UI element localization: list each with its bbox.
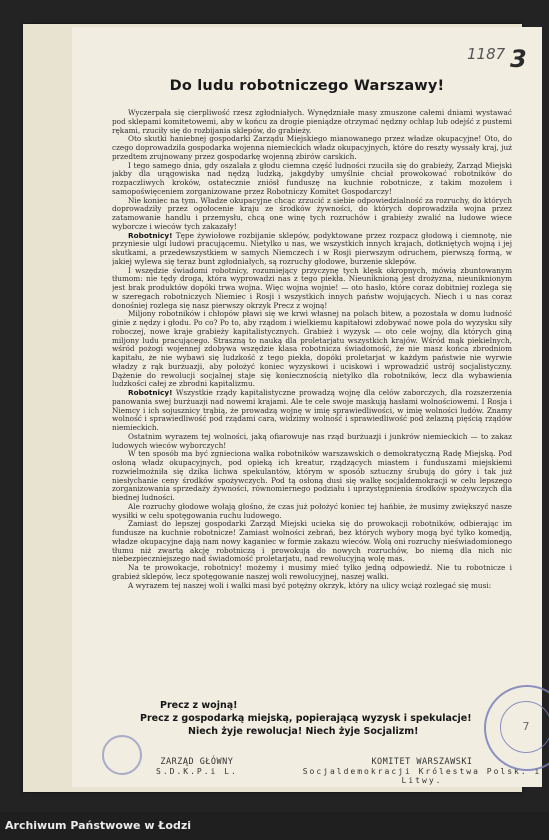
body-paragraph	[112, 389, 512, 433]
signature-right-line2: Socjaldemokracji Królestwa Polsk. i Litwy.	[302, 767, 542, 785]
paragraph-text: Ostatnim wyrazem tej wolności, jaką ofiarowuje nas rząd burżuazji i junkrów niemieckich — to zakaz ludowych wieców wyborczych!	[112, 431, 512, 450]
body-paragraph	[112, 520, 512, 564]
archive-stamp-number: 7	[500, 701, 549, 753]
paragraph-text: Oto skutki haniebnej gospodarki Zarządu Miejskiego mianowanego przez władze okupacyjne! Oto, do czego doprowadziła gospodarka wojenna niemieckich władz okupacyjnych, które do reszty wyssały kraj, już przedtem zrujnowany przez gospodarkę wojenną zbirów carskich.	[112, 134, 512, 161]
paragraph-text: Nie koniec na tym. Władze okupacyjne chcąc zrzucić z siebie odpowiedzialność za rozruchy, do których doprowadziły przez ogołocenie kraju ze środków żywności, do których doprowadziła wojna przez zatamowanie handlu i przemysłu, chcą one winę tych rozruchów i grabieży zwalić na ludowe wiece wyborcze i wieców tych zakazały!	[112, 195, 512, 231]
body-paragraph	[112, 310, 512, 389]
archive-footer: Archiwum Państwowe w Łodzi	[0, 812, 549, 840]
handwritten-mark: 3	[510, 45, 527, 73]
paragraph-text: Miljony robotników i chłopów pławi się we krwi własnej na polach bitew, a pozostała w domu ludność ginie z nędzy i głodu. Po co? Po to, aby rządom i wielkiemu kapitałowi zdobywać nowe pola do wyzysku siły roboczej, nowe kraje grabieży kapitalistycznych. Grabież i wyzysk — oto cele wojny, dla których giną miljony ludu pracującego. Straszną to nauką dla proletarjatu wszystkich krajów. Wśród mąk piekielnych, wśród pożogi wojennej zdobywa wszędzie klasa robotnicza świadomość, że nie masz końca zbrodniom kapitału, że nie wybawi się ludzkość z tego piekła, dopóki proletarjat w każdym państwie nie wyrwie władzy z rąk burżuazji, aby położyć koniec wyzyskowi i uciskowi i wprowadzić ustrój socjalistyczny. Dążenie do rewolucji socjalnej staje się koniecznością nietylko dla robotników, lecz dla wybawienia ludzkości całej ze zbrodni kapitalizmu.	[112, 309, 512, 389]
signature-left-line1: ZARZĄD GŁÓWNY	[160, 757, 234, 767]
paragraph-text: A wyrazem tej naszej woli i walki masi być potężny okrzyk, który na ulicy wciąż rozlegać się musi:	[128, 580, 492, 590]
paragraph-text: W ten sposób ma być zgnieciona walka robotników warszawskich o demokratyczną Radę Miejską. Pod osłoną władz okupacyjnych, pod opieką ich kreatur, rządzących miastem i funduszami miejskiemi rozwielmożniła się dzika lichwa spekulantów, którym w sposób sztuczny śrubują do góry i tak już niesłychanie ceny środków spożywczych. Pod tą osłoną dusi się walkę socjaldemokracji w celu lepszego zorganizowania sprzedaży żywności, równomiernego podziału i uprzystępnienia środków spożywczych dla biednej ludności.	[112, 449, 512, 502]
slogan: Precz z wojną!	[160, 700, 238, 711]
paragraph-text: Zamiast do lepszej gospodarki Zarząd Miejski ucieka się do prowokacji robotników, odbierając im fundusze na kuchnie robotnicze! Zamiast wolności zebrań, bez których wybory mogą być tylko komedją, władze okupacyjne dają nam nowy kaganiec w formie zakazu wieców. Wolą oni rozruchy nieświadomionego tłumu niż zwartą akcję robotniczą i prowokują do nowych rozruchów, bo niemą dla nich nic niebezpieczniejszego nad świadomość proletarjatu, nad rewolucyjną wolę mas.	[112, 519, 512, 564]
slogan: Niech żyje rewolucja! Niech żyje Socjalizm!	[188, 726, 419, 737]
body-paragraph	[112, 162, 512, 197]
signature-left	[156, 757, 238, 776]
body-paragraph	[112, 109, 512, 135]
body-paragraph	[112, 450, 512, 503]
paragraph-text: I wszędzie świadomi robotnicy, rozumiejący przyczynę tych klęsk okropnych, mówią zbuntowanym tłumom: nie tędy droga, która wyprowadzi nas z tego piekła. Nieuniknioną jest drożyzna, nieuniknionym jest brak produktów dopóki trwa wojna. Więc wojna wojnie! — oto hasło, które coraz dobitniej rozlega się w szeregach robotniczych Niemiec i Rosji i wszystkich innych państw wojujących. Niech i u nas coraz donośniej rozlega się nasz pierwszy okrzyk Precz z wojną!	[112, 265, 512, 310]
body-paragraph	[112, 433, 512, 451]
faded-stamp	[102, 735, 142, 775]
paragraph-text: Wszystkie rządy kapitalistyczne prowadzą wojnę dla celów zaborczych, dla rozszerzenia panowania swej burżuazji nad nowemi krajami. Ale te cele swoje maskują hasłami wolnościowemi. I Rosja i Niemcy i ich sojusznicy trąbią, że prowadzą wojnę w imię sprawiedliwości, w imię wolności ludów. Znamy wolność i sprawiedliwość pod rządami cara, widzimy wolność i sprawiedliwość pod żelazną pięścią rządów niemieckich.	[112, 388, 512, 432]
signature-left-line2: S.D.K.P.i L.	[156, 767, 238, 776]
body-paragraph	[112, 582, 512, 591]
body-paragraph	[112, 135, 512, 161]
signature-right-line1: KOMITET WARSZAWSKI	[371, 757, 473, 767]
paragraph-text: Wyczerpała się cierpliwość rzesz zgłodniałych. Wynędzniałe masy zmuszone całemi dniami wystawać pod sklepami komitetowemi, aby w końcu za drogie pieniądze otrzymać nędzny ochłap lub odejść z pustemi rękami, rzuciły się do rozbijania sklepów, do grabieży.	[112, 109, 512, 135]
archival-sheet	[23, 24, 542, 792]
paragraph-text: I tego samego dnia, gdy oszalała z głodu ciemna część ludności rzuciła się do grabieży, Zarząd Miejski jakby dla urągowiska nad nędzą ludzką, jakgdyby umyślnie chciał prowokować robotników do rozpaczliwych kroków, ostatecznie zniósł funduszę na kuchnie robotnicze, z takim mozołem i samopoświęceniem zorganizowane przez Robotniczy Komitet Gospodarczy!	[112, 160, 512, 196]
body-paragraph	[112, 197, 512, 232]
handwritten-number: 1187	[467, 45, 506, 63]
leaflet-title: Do ludu robotniczego Warszawy!	[169, 78, 445, 94]
paragraph-text: Tępe żywiołowe rozbijanie sklepów, podyktowane przez rozpacz głodową i ciemnotę, nie przyniesie ulgi ludowi pracującemu. Nietylko u nas, we wszystkich innych krajach, dotkniętych wojną i jej skutkami, a przedewszystkiem w samych Niemczech i w Rosji pierwszym odruchem, pierwszą formą, w jakiej wylewa się teraz bunt zgłodniałych, są rozruchy głodowe, burzenie sklepów.	[112, 230, 512, 266]
body-paragraph	[112, 267, 512, 311]
paragraph-text: Na te prowokacje, robotnicy! możemy i musimy mieć tylko jedną odpowiedź. Nie tu robotnicze i grabież sklepów, lecz spotęgowanie naszej woli rewolucyjnej, naszej walki.	[112, 563, 512, 581]
leaflet-page	[72, 27, 542, 787]
leaflet-body	[112, 109, 512, 689]
body-paragraph	[112, 503, 512, 521]
slogans	[112, 699, 512, 738]
paragraph-text: Ale rozruchy głodowe wołają głośno, że czas już położyć koniec tej hańbie, że musimy zwiększyć nasze wysiłki w celu spotęgowania ruchu ludowego.	[112, 501, 512, 520]
paragraph-lead: Robotnicy!	[128, 388, 173, 397]
paragraph-lead: Robotnicy!	[128, 230, 173, 240]
body-paragraph	[112, 564, 512, 582]
slogan: Precz z gospodarką miejską, popierającą wyzysk i spekulacje!	[140, 713, 472, 724]
body-paragraph	[112, 232, 512, 267]
